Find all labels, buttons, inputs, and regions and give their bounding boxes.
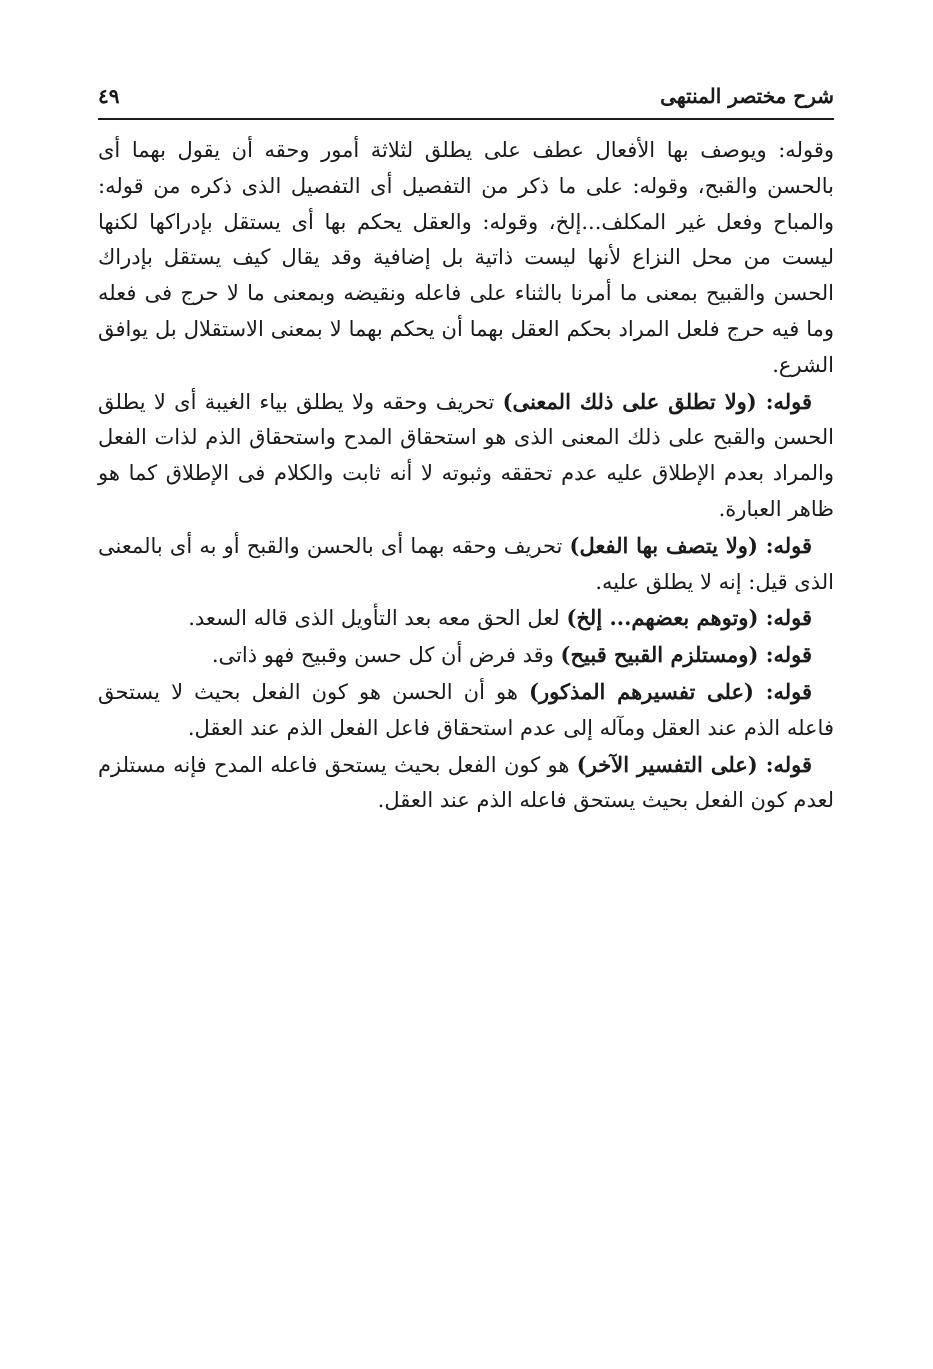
paragraph-text: هو كون الفعل بحيث يستحق فاعله المدح فإنه مستلزم لعدم كون الفعل بحيث يستحق فاعله الذم عند العقل.: [98, 752, 834, 813]
paragraph-lead: قوله: (على التفسير الآخر): [576, 751, 812, 777]
paragraph-lead: قوله: (وتوهم بعضهم... إلخ): [566, 605, 812, 631]
book-title: شرح مختصر المنتهى: [660, 84, 834, 108]
paragraph-6: [98, 674, 834, 747]
paragraph-text: تحريف وحقه ولا يطلق بياء الغيبة أى لا يطلق الحسن والقبح على ذلك المعنى الذى هو استحقاق المدح واستحقاق الذم لذات الفعل والمراد بعدم الإطلاق عليه عدم تحققه وثبوته لا أنه ثابت والكلام فى الإطلاق كما هو ظاهر العبارة.: [98, 389, 834, 521]
paragraph-text: هو أن الحسن هو كون الفعل بحيث لا يستحق فاعله الذم عند العقل ومآله إلى عدم استحقاق فاعل الفعل الذم عند العقل.: [98, 679, 834, 740]
paragraph-lead: قوله: (على تفسيرهم المذكور): [529, 678, 812, 704]
body-text: [98, 132, 834, 819]
paragraph-lead: قوله: (ولا تطلق على ذلك المعنى): [502, 388, 812, 414]
paragraph-3: [98, 528, 834, 601]
paragraph-lead: قوله: (ومستلزم القبيح قبيح): [560, 642, 812, 668]
paragraph-text: وقد فرض أن كل حسن وقبيح فهو ذاتى.: [211, 643, 561, 668]
paragraph-2: [98, 384, 834, 528]
document-page: [98, 78, 834, 819]
paragraph-1: [98, 132, 834, 384]
paragraph-7: [98, 747, 834, 820]
page-number: ٤٩: [98, 84, 120, 108]
paragraph-text: لعل الحق معه بعد التأويل الذى قاله السعد.: [188, 606, 567, 631]
paragraph-lead: قوله: (ولا يتصف بها الفعل): [569, 532, 812, 558]
paragraph-text: تحريف وحقه بهما أى بالحسن والقبح أو به أى بالمعنى الذى قيل: إنه لا يطلق عليه.: [98, 533, 834, 594]
paragraph-text: وقوله: ويوصف بها الأفعال عطف على يطلق لثلاثة أمور وحقه أن يقول بهما أى بالحسن والقبح، وقوله: على ما ذكر من التفصيل أى التفصيل الذى ذكره من قوله: والمباح وفعل غير المكلف...إلخ، وقوله: والعقل يحكم بها أى يستقل بإدراكها لكنها ليست من محل النزاع لأنها ليست ذاتية بل إضافية وقد يقال كيف يستقل بإدراك الحسن والقبيح بمعنى ما أمرنا بالثناء على فاعله ونقيضه وبمعنى ما لا حرج فى فعله وما فيه حرج فلعل المراد بحكم العقل بهما أن يحكم بهما لا بمعنى الاستقلال بل يوافق الشرع.: [98, 138, 834, 377]
running-header: [98, 78, 834, 120]
paragraph-5: [98, 637, 834, 674]
paragraph-4: [98, 600, 834, 637]
